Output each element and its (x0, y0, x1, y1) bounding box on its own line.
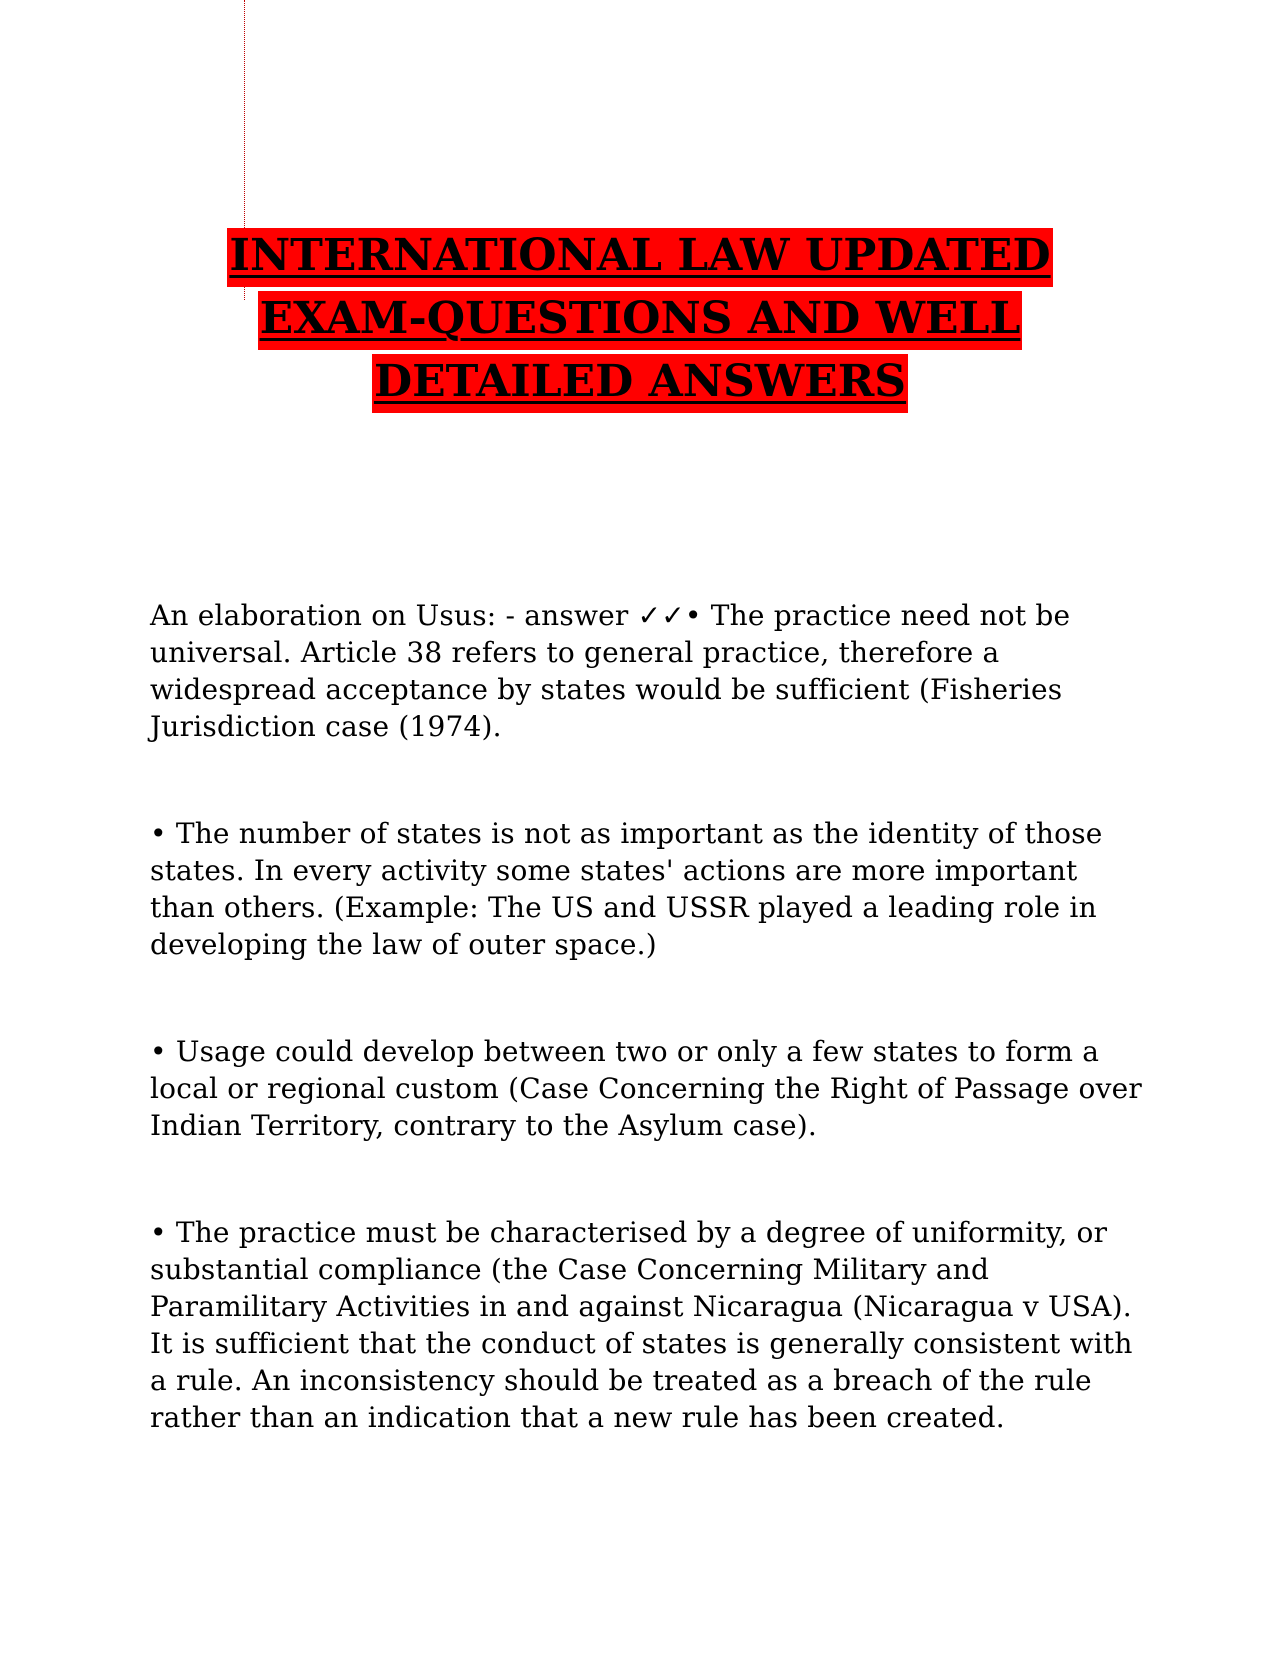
paragraph-usus-elaboration: An elaboration on Usus: - answer ✓✓• The practice need not be universal. Article 38 refers to general practice, therefore a widespread acceptance by states would be sufficient (Fisheries Jurisdiction case (1974). (150, 599, 1071, 743)
document-title (150, 228, 1130, 417)
paragraph-number-of-states: • The number of states is not as important as the identity of those states. In every activity some states' actions are more important than others. (Example: The US and USSR played a leading role in developing the law of outer space.) (150, 817, 1103, 961)
paragraph-local-custom: • Usage could develop between two or only a few states to form a local or regional custom (Case Concerning the Right of Passage over Indian Territory, contrary to the Asylum case). (150, 1035, 1142, 1142)
title-line-2: EXAM-QUESTIONS AND WELL (258, 291, 1023, 350)
title-line-1: INTERNATIONAL LAW UPDATED (227, 228, 1052, 287)
document-body (150, 597, 1150, 1436)
title-line-3: DETAILED ANSWERS (372, 354, 908, 413)
paragraph-uniformity: • The practice must be characterised by a degree of uniformity, or substantial compliance (the Case Concerning Military and Paramilitary Activities in and against Nicaragua (Nicaragua v USA). It is sufficient that the conduct of states is generally consistent with a rule. An inconsistency should be treated as a breach of the rule rather than an indication that a new rule has been created. (150, 1216, 1133, 1434)
